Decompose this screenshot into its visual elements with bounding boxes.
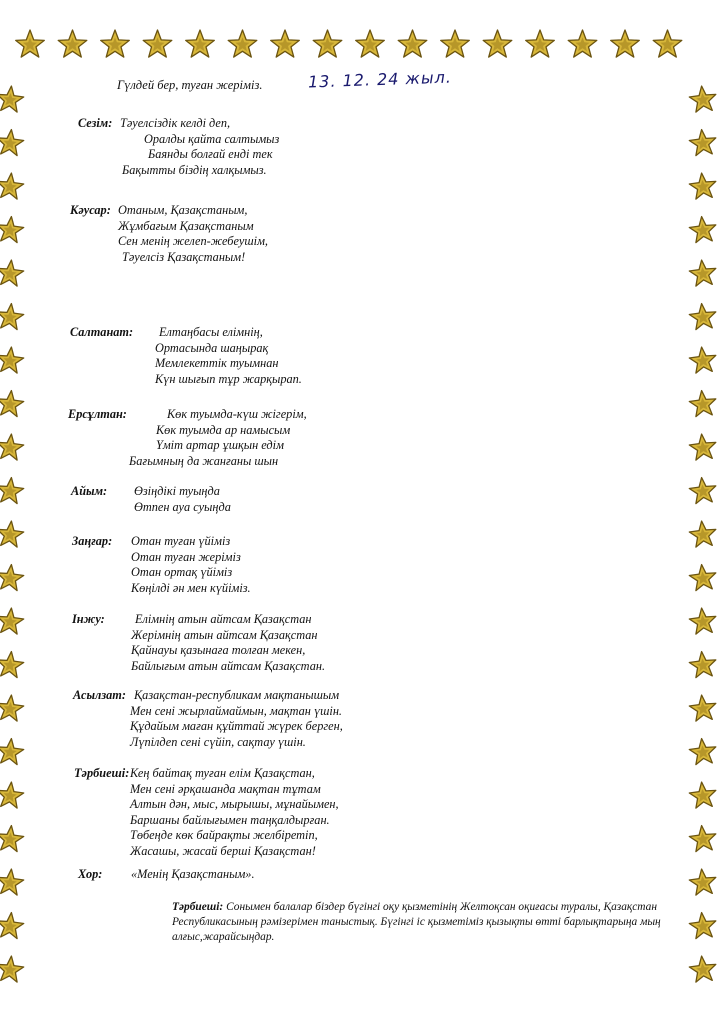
star-icon <box>689 130 716 156</box>
star-icon <box>0 434 24 460</box>
star-icon <box>356 30 385 57</box>
star-icon <box>689 260 716 286</box>
star-icon <box>228 30 257 57</box>
star-icon <box>0 565 24 591</box>
star-icon <box>689 391 716 417</box>
closing-speaker: Тәрбиеші: <box>172 901 224 913</box>
star-icon <box>0 391 24 417</box>
star-icon <box>0 260 24 286</box>
verse-line: Ортасында шаңырақ <box>155 340 269 355</box>
star-icon <box>689 304 716 330</box>
verse-line: Отан туған жеріміз <box>131 549 241 564</box>
star-icon <box>0 217 24 243</box>
speaker-name: Заңғар: <box>72 534 113 548</box>
star-icon <box>101 30 130 57</box>
page-title: Гүлдей бер, туған жеріміз. <box>117 78 263 92</box>
star-icon <box>689 173 716 199</box>
star-icon <box>689 869 716 895</box>
verse-line: Отан ортақ үйіміз <box>131 565 233 580</box>
star-icon <box>0 347 24 373</box>
speaker-name: Інжу: <box>72 612 105 626</box>
star-icon <box>271 30 300 57</box>
star-icon <box>0 521 24 547</box>
star-icon <box>313 30 342 57</box>
star-icon <box>689 652 716 678</box>
star-icon <box>0 608 24 634</box>
verse-line: Баянды болғай енді тек <box>148 147 273 162</box>
verse-line: «Менің Қазақстаным». <box>131 867 255 881</box>
star-icon <box>0 478 24 504</box>
verse-line: Сен менің желеп-жебеушім, <box>118 234 269 249</box>
verse-line: Лүпілдеп сені сүйіп, сақтау үшін. <box>130 734 306 749</box>
verse-line: Жұмбағым Қазақстаным <box>118 218 254 233</box>
star-icon <box>689 347 716 373</box>
verse-line: Қазақстан-республикам мақтанышым <box>134 688 340 702</box>
star-icon <box>398 30 427 57</box>
verse-line: Көк туымда-күш жігерім, <box>167 407 307 421</box>
closing-remark <box>172 900 682 945</box>
star-icon <box>526 30 555 57</box>
verse-line: Өтпен ауа суыңда <box>134 499 231 514</box>
verse-line: Мемлекеттік туымнан <box>155 356 279 371</box>
verse-line: Бақытты біздің халқымыз. <box>122 162 267 177</box>
verse-line: Байлығым атын айтсам Қазақстан. <box>131 658 326 673</box>
verse-line: Қайнауы қазынаға толған мекен, <box>131 643 306 658</box>
verse-line: Тәуелсіздік келді деп, <box>120 116 231 130</box>
star-icon <box>143 30 172 57</box>
star-icon <box>689 478 716 504</box>
star-icon <box>58 30 87 57</box>
verse-line: Отаным, Қазақстаным, <box>118 203 248 217</box>
verse-line: Тәуелсіз Қазақстаным! <box>122 249 246 264</box>
star-icon <box>689 782 716 808</box>
star-icon <box>186 30 215 57</box>
verse-line: Көк туымда ар намысым <box>156 422 291 437</box>
verse-line: Мен сені әрқашанда мақтан тұтам <box>130 781 321 796</box>
verse-line: Көңілді ән мен күйіміз. <box>131 580 251 595</box>
star-icon <box>689 826 716 852</box>
star-icon <box>0 956 24 982</box>
verse-line: Бағымның да жанғаны шын <box>129 453 279 468</box>
star-icon <box>689 956 716 982</box>
speaker-name: Ерсұлтан: <box>68 407 127 421</box>
star-icon <box>0 130 24 156</box>
speaker-name: Хор: <box>78 867 103 881</box>
speaker-name: Айым: <box>71 484 108 498</box>
star-icon <box>611 30 640 57</box>
verse-line: Жасашы, жасай берші Қазақстан! <box>130 843 316 858</box>
star-icon <box>483 30 512 57</box>
verse-line: Баршаны байлығымен таңқалдырған. <box>130 812 330 827</box>
star-icon <box>16 30 45 57</box>
star-icon <box>0 826 24 852</box>
verse-line: Оралды қайта салтымыз <box>144 131 280 146</box>
speaker-name: Кәусар: <box>70 203 111 217</box>
star-icon <box>689 86 716 112</box>
star-icon <box>689 913 716 939</box>
star-icon <box>689 217 716 243</box>
star-icon <box>0 86 24 112</box>
star-icon <box>653 30 682 57</box>
verse-line: Өзіңдікі туыңда <box>134 484 220 498</box>
star-icon <box>689 695 716 721</box>
verse-line: Құдайым маған құйттай жүрек берген, <box>130 719 343 734</box>
star-icon <box>568 30 597 57</box>
verse-line: Күн шығып тұр жарқырап. <box>155 371 302 386</box>
star-icon <box>0 869 24 895</box>
verse-line: Елтаңбасы елімнің, <box>159 325 263 339</box>
verse-line: Отан туған үйіміз <box>131 534 231 548</box>
star-icon <box>0 304 24 330</box>
verse-line: Кең байтақ туған елім Қазақстан, <box>130 766 315 780</box>
verse-line: Жерімнің атын айтсам Қазақстан <box>131 627 318 642</box>
speaker-name: Сезім: <box>78 116 113 130</box>
star-icon <box>0 782 24 808</box>
speaker-name: Тәрбиеші: <box>74 766 130 780</box>
star-icon <box>689 521 716 547</box>
star-icon <box>0 652 24 678</box>
verse-line: Үміт артар ұшқын едім <box>156 438 284 453</box>
speaker-name: Салтанат: <box>70 325 134 339</box>
star-icon <box>0 173 24 199</box>
speaker-name: Асылзат: <box>73 688 126 702</box>
star-icon <box>0 913 24 939</box>
star-icon <box>0 695 24 721</box>
star-icon <box>441 30 470 57</box>
verse-line: Мен сені жырлаймаймын, мақтан үшін. <box>130 703 342 718</box>
handwritten-date: 13. 12. 24 жыл. <box>307 67 453 92</box>
star-icon <box>689 565 716 591</box>
verse-line: Елімнің атын айтсам Қазақстан <box>135 612 312 626</box>
verse-line: Төбеңде көк байрақты желбіретіп, <box>130 828 318 843</box>
star-icon <box>689 608 716 634</box>
star-icon <box>689 739 716 765</box>
closing-text: Сонымен балалар біздер бүгінгі оқу қызметінің Желтоқсан оқиғасы туралы, Қазақстан Республикасының рәмізерімен таныстық. Бүгінгі іс қызметіміз қызықты өтті барлықтарыңа мың алғыс,жарайсыңдар. <box>172 901 661 943</box>
star-icon <box>689 434 716 460</box>
verse-line: Алтын дән, мыс, мырышы, мұнайымен, <box>130 797 339 812</box>
star-icon <box>0 739 24 765</box>
